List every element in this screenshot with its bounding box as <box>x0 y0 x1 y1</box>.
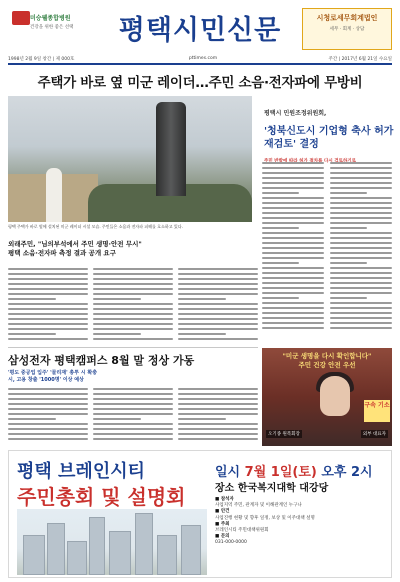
sub-headline-line1: 외래주민, "님의부석에서 주민 생명·안전 무시" <box>8 240 142 248</box>
text-line <box>262 322 324 324</box>
text-line <box>93 408 173 410</box>
text-line <box>93 413 173 415</box>
text-line <box>262 227 299 229</box>
text-line <box>178 323 258 325</box>
text-line <box>330 257 392 259</box>
building-shape <box>89 517 105 575</box>
date-day: 7월 1일(토) <box>244 465 317 480</box>
ad-right-title: 시청로세무회계법인 <box>316 14 378 22</box>
date-time: 오후 2시 <box>321 465 373 480</box>
body-column-2 <box>93 268 173 346</box>
section2-body-columns <box>8 388 258 446</box>
text-line <box>330 302 392 304</box>
text-line <box>178 288 258 290</box>
event-venue: 장소 한국복지대학 대강당 <box>215 483 329 494</box>
text-line <box>178 433 258 435</box>
text-line <box>330 282 392 284</box>
text-line <box>178 298 226 300</box>
text-line <box>330 182 392 184</box>
text-line <box>330 317 392 319</box>
text-line <box>8 433 88 435</box>
text-line <box>262 292 324 294</box>
text-line <box>93 303 173 305</box>
ad-quote-line2: 주민 건강 안전 우선 <box>298 361 356 369</box>
text-line <box>330 232 392 234</box>
text-line <box>93 433 173 435</box>
text-line <box>93 398 173 400</box>
text-line <box>262 302 324 304</box>
text-line <box>330 167 392 169</box>
text-line <box>330 207 392 209</box>
text-line <box>93 428 173 430</box>
text-line <box>93 438 173 440</box>
banner-title-1: 평택 브레인시티 <box>17 461 145 482</box>
feature-column-2 <box>330 162 392 336</box>
section2-title[interactable]: 삼성전자 평택캠퍼스 8월 말 정상 가동 <box>8 354 195 367</box>
info-head-4: ■ 문의 <box>215 534 230 540</box>
political-ad-photo[interactable] <box>262 348 392 446</box>
text-line <box>178 403 258 405</box>
text-line <box>330 162 392 164</box>
info-head-1: ■ 참석자 <box>215 497 234 502</box>
site-url[interactable]: pttimes.com <box>188 56 218 61</box>
text-line <box>262 237 324 239</box>
text-line <box>262 242 324 244</box>
text-line <box>93 318 173 320</box>
ad-caption-2: 외부 대표자 <box>362 432 386 437</box>
banner-title-2: 주민총회 및 설명회 <box>17 485 186 509</box>
text-line <box>93 273 173 275</box>
sponsor-ad-right[interactable] <box>302 8 392 50</box>
section2-column-2 <box>93 388 173 444</box>
text-line <box>8 438 88 440</box>
text-line <box>262 207 324 209</box>
text-line <box>93 293 173 295</box>
event-info <box>215 497 387 547</box>
text-line <box>8 423 88 425</box>
text-line <box>330 277 392 279</box>
text-line <box>262 247 324 249</box>
text-line <box>178 398 258 400</box>
section2-subtitle <box>8 370 258 384</box>
text-line <box>330 272 392 274</box>
face-shape <box>320 376 350 416</box>
text-line <box>178 438 258 440</box>
text-line <box>330 227 367 229</box>
feature-column-1 <box>262 162 324 336</box>
text-line <box>262 197 324 199</box>
masthead <box>0 0 400 58</box>
dateline <box>8 55 392 65</box>
building-shape <box>23 535 45 575</box>
text-line <box>93 403 173 405</box>
text-line <box>262 232 324 234</box>
text-line <box>178 338 258 340</box>
building-shape <box>181 525 201 575</box>
text-line <box>330 222 392 224</box>
text-line <box>93 323 173 325</box>
text-line <box>93 288 173 290</box>
info-text-1: 사업지역 주민, 관계자 및 이해관계인 누구나 <box>215 503 302 509</box>
text-line <box>93 393 173 395</box>
newspaper-title[interactable]: 평택시민신문 <box>118 15 282 46</box>
text-line <box>330 292 392 294</box>
info-text-2: 사업진행 현황 및 향후 일정, 보상 및 이주대책 설명 <box>215 515 315 521</box>
text-line <box>93 418 141 420</box>
text-line <box>178 303 258 305</box>
text-line <box>178 273 258 275</box>
text-line <box>330 197 392 199</box>
text-line <box>8 338 88 340</box>
text-line <box>93 333 141 335</box>
radar-tower-shape <box>156 102 186 196</box>
body-column-3 <box>178 268 258 346</box>
text-line <box>262 187 324 189</box>
publish-date: 주간 | 2017년 6월 21일 수요일 <box>328 57 392 62</box>
sub-headline[interactable] <box>8 240 258 258</box>
ad-caption-1: 오기종 원폭회장 <box>268 432 300 437</box>
sponsor-logo-left[interactable] <box>8 9 100 53</box>
text-line <box>8 393 88 395</box>
text-line <box>178 278 258 280</box>
text-line <box>8 308 88 310</box>
text-line <box>330 202 392 204</box>
text-line <box>262 297 299 299</box>
text-line <box>178 328 258 330</box>
ad-right-sub: 세무 · 회계 · 상담 <box>329 27 365 32</box>
text-line <box>262 257 324 259</box>
text-line <box>8 428 88 430</box>
text-line <box>330 262 367 264</box>
text-line <box>330 217 392 219</box>
section2-sub1: '평도 중공업 입주' '물리재' 총투 시 확충 <box>8 370 98 376</box>
text-line <box>178 268 258 270</box>
issue-info: 1998년 2월 9일 창간 | 제 000호 <box>8 57 75 62</box>
text-line <box>330 172 392 174</box>
text-line <box>8 313 88 315</box>
feature-body-columns <box>262 162 392 338</box>
text-line <box>8 298 56 300</box>
text-line <box>178 318 258 320</box>
article-body-columns <box>8 268 258 348</box>
event-banner-ad[interactable] <box>8 450 392 578</box>
text-line <box>8 318 88 320</box>
text-line <box>8 333 56 335</box>
text-line <box>93 338 173 340</box>
city-rendering-image <box>17 509 207 575</box>
text-line <box>178 393 258 395</box>
text-line <box>330 187 392 189</box>
feature-lead: 다시 <box>323 159 333 164</box>
text-line <box>330 192 367 194</box>
text-line <box>8 283 88 285</box>
ad-quote-line1: "미군 생명을 다시 확인합니다" <box>282 352 372 360</box>
text-line <box>262 287 324 289</box>
text-line <box>262 312 324 314</box>
date-prefix: 일시 <box>215 465 241 480</box>
text-line <box>178 408 258 410</box>
building-shape <box>47 523 65 575</box>
info-text-4: 031-000-0000 <box>215 540 247 546</box>
text-line <box>262 212 324 214</box>
sponsor-name: 미승웰종합병원 <box>30 15 71 22</box>
building-shape <box>67 541 87 575</box>
text-line <box>8 418 56 420</box>
ad-quote <box>268 352 386 370</box>
photo-caption: 평택 주택가 바로 옆에 설치된 미군 레이더 시설 모습. 주민들은 소음과 전자파 피해를 호소하고 있다. <box>8 224 183 229</box>
text-line <box>262 167 324 169</box>
text-line <box>330 307 392 309</box>
text-line <box>262 172 324 174</box>
text-line <box>330 312 392 314</box>
text-line <box>8 323 88 325</box>
text-line <box>8 288 88 290</box>
text-line <box>93 308 173 310</box>
text-line <box>262 162 324 164</box>
text-line <box>330 327 392 329</box>
text-line <box>330 242 392 244</box>
building-shape <box>109 531 131 575</box>
text-line <box>8 293 88 295</box>
text-line <box>262 307 324 309</box>
text-line <box>93 388 173 390</box>
text-line <box>262 327 324 329</box>
text-line <box>93 313 173 315</box>
text-line <box>178 293 258 295</box>
text-line <box>178 333 226 335</box>
text-line <box>93 283 173 285</box>
text-line <box>8 398 88 400</box>
text-line <box>262 202 324 204</box>
text-line <box>93 298 141 300</box>
main-headline[interactable]: 주택가 바로 옆 미군 레이더…주민 소음·전자파에 무방비 <box>37 75 363 91</box>
text-line <box>262 262 299 264</box>
text-line <box>330 177 392 179</box>
section2-column-1 <box>8 388 88 444</box>
feature-title-2: 재검토' 결정 <box>264 139 319 150</box>
text-line <box>330 297 367 299</box>
info-head-2: ■ 안건 <box>215 509 230 515</box>
text-line <box>262 267 324 269</box>
feature-title-1: '청북신도시 기업형 축사 허가 <box>264 126 394 137</box>
text-line <box>8 413 88 415</box>
ad-captions <box>266 430 388 438</box>
text-line <box>330 237 392 239</box>
hospital-logo-icon <box>12 11 30 25</box>
text-line <box>330 247 392 249</box>
event-date <box>215 461 373 480</box>
building-shape <box>135 513 153 575</box>
text-line <box>8 273 88 275</box>
text-line <box>262 317 324 319</box>
text-line <box>8 388 88 390</box>
section-divider <box>8 347 258 348</box>
text-line <box>262 192 299 194</box>
text-line <box>330 287 392 289</box>
text-line <box>8 328 88 330</box>
radar-photo[interactable] <box>8 96 252 222</box>
text-line <box>8 268 88 270</box>
text-line <box>178 283 258 285</box>
text-line <box>262 272 324 274</box>
text-line <box>330 267 392 269</box>
text-line <box>178 423 258 425</box>
text-line <box>8 403 88 405</box>
text-line <box>262 217 324 219</box>
text-line <box>262 252 324 254</box>
info-head-3: ■ 주최 <box>215 521 230 527</box>
text-line <box>330 212 392 214</box>
text-line <box>178 413 258 415</box>
text-line <box>178 418 226 420</box>
text-line <box>93 423 173 425</box>
ad-side-label: 구속 기소 <box>364 400 390 422</box>
text-line <box>178 388 258 390</box>
text-line <box>93 268 173 270</box>
text-line <box>262 222 324 224</box>
text-line <box>262 277 324 279</box>
info-text-3: 브레인시티 주민대책위원회 <box>215 528 269 534</box>
text-line <box>178 313 258 315</box>
feature-kicker: 평택시 민원조정위원회, <box>264 110 327 117</box>
text-line <box>262 177 324 179</box>
text-line <box>178 428 258 430</box>
sub-headline-line2: 평택 소음·전자파 측정 결과 공개 요구 <box>8 249 116 257</box>
text-line <box>330 252 392 254</box>
text-line <box>93 278 173 280</box>
text-line <box>262 282 324 284</box>
text-line <box>262 182 324 184</box>
body-column-1 <box>8 268 88 346</box>
building-shape <box>157 535 177 575</box>
text-line <box>8 278 88 280</box>
text-line <box>93 328 173 330</box>
text-line <box>330 322 392 324</box>
text-line <box>8 303 88 305</box>
section2-sub2: 시, 고용 창출 '1000명' 이상 예상 <box>8 377 84 383</box>
sponsor-tagline: 건강을 위한 좋은 선택 <box>30 25 74 30</box>
text-line <box>178 308 258 310</box>
person-shape <box>46 168 62 222</box>
text-line <box>8 408 88 410</box>
section2-column-3 <box>178 388 258 444</box>
